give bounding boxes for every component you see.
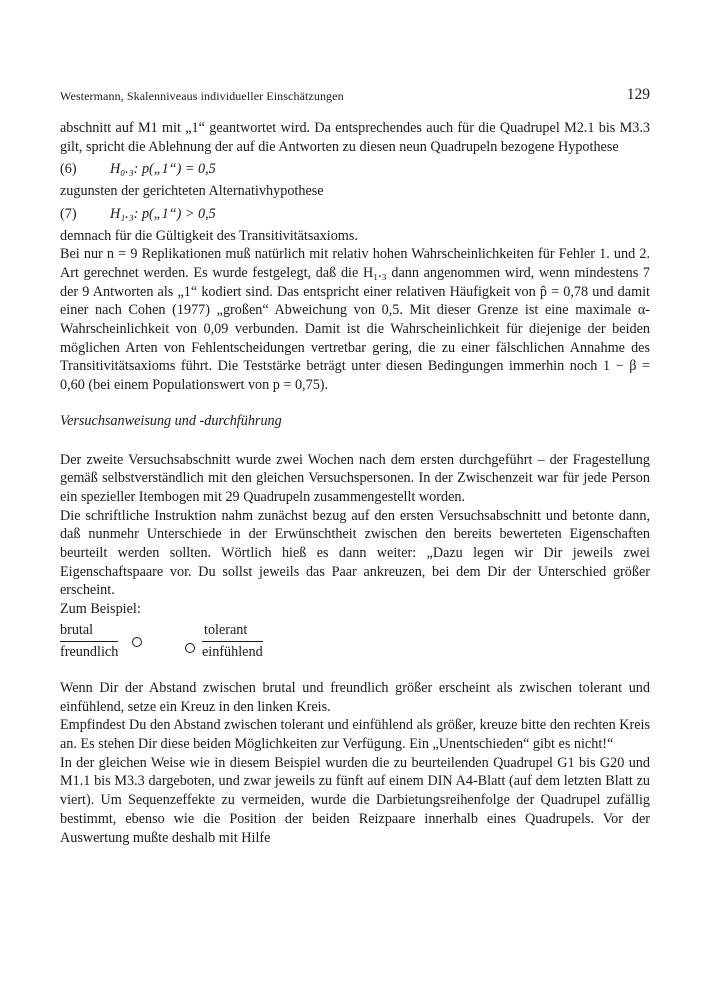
paragraph: In der gleichen Weise wie in diesem Beispiel wurden die zu beurteilenden Quadrupel G1 bis G20 und M1.1 bis M3.3 dargeboten, und zwar jeweils zu fünft auf einem DIN A4-Blatt (auf dem letzten Blatt zu viert). Um Sequenzeffekte zu vermeiden, wurde die Darbietungsreihenfolge der Quadrupel zufällig bestimmt, ebenso wie die Position der beiden Reizpaare innerhalb eines Quadrupels. Vor der Auswertung mußte deshalb mit Hilfe xyxy=(60,754,650,846)
equation-rhs: p(„1“) > 0,5 xyxy=(141,205,216,222)
paragraph: demnach für die Gültigkeit des Transitivitätsaxioms. xyxy=(60,227,358,244)
equation-number: (6) xyxy=(60,161,77,178)
equation-lhs: H₁.₃: xyxy=(110,205,139,222)
left-circle-icon xyxy=(132,637,142,647)
paragraph: zugunsten der gerichteten Alternativhypothese xyxy=(60,183,324,200)
paragraph: Wenn Dir der Abstand zwischen brutal und freundlich größer erscheint als zwischen tolerant und einfühlend, setze ein Kreuz in den linken Kreis. xyxy=(60,679,650,715)
example-left-bottom: freundlich xyxy=(60,643,119,660)
example-quadruple xyxy=(60,621,650,673)
running-title: Westermann, Skalenniveaus individueller Einschätzungen xyxy=(60,89,344,103)
page-number: 129 xyxy=(626,86,650,103)
paragraph: Bei nur n = 9 Replikationen muß natürlich mit relativ hohen Wahrscheinlichkeiten für Fehler 1. und 2. Art gerechnet werden. Es wurde festgelegt, daß die H₁.₃ dann angenommen wird, wenn mindestens 7 der 9 Antworten als „1“ kodiert sind. Das entspricht einer relativen Häufigkeit von p̂ = 0,78 und damit einer nach Cohen (1977) „großen“ Abweichung von 0,5. Mit dieser Grenze ist eine maximale α-Wahrscheinlichkeit von 0,09 verbunden. Damit ist die Wahrscheinlichkeit für diejenige der beiden möglichen Arten von Fehlentscheidungen vertretbar gering, die zu einer fälschlichen Annahme des Transitivitätsaxioms führt. Die Teststärke beträgt unter diesen Bedingungen immerhin noch 1 − β = 0,60 (bei einem Populationswert von p = 0,75). xyxy=(60,246,650,394)
example-left-top: brutal xyxy=(60,621,94,638)
right-circle-icon xyxy=(185,643,195,653)
equation-number: (7) xyxy=(60,205,77,222)
paragraph: Zum Beispiel: xyxy=(60,601,141,618)
example-left-pair xyxy=(60,621,118,661)
equation-rhs: p(„1“) = 0,5 xyxy=(141,161,216,178)
section-heading: Versuchsanweisung und -durchführung xyxy=(60,412,282,429)
paragraph: Empfindest Du den Abstand zwischen tolerant und einfühlend als größer, kreuze bitte den rechten Kreis an. Es stehen Dir diese beiden Möglichkeiten zur Verfügung. Ein „Unentschieden“ gibt es nicht!“ xyxy=(60,717,650,752)
page-body xyxy=(60,119,650,847)
paragraph: Die schriftliche Instruktion nahm zunächst bezug auf den ersten Versuchsabschnitt und betonte dann, daß nunmehr Unterschiede in der Erwünschtheit zwischen den bereits bewerteten Eigenschaften beurteilt werden sollten. Wörtlich hieß es dann weiter: „Dazu legen wir Dir jeweils zwei Eigenschaftspaare vor. Du sollst jeweils das Paar ankreuzen, bei dem Dir der Unterschied größer erscheint. xyxy=(60,507,650,599)
example-right-top: tolerant xyxy=(204,621,248,638)
equation-lhs: H₀.₃: xyxy=(110,161,139,178)
example-right-bottom: einfühlend xyxy=(202,643,263,660)
paragraph: abschnitt auf M1 mit „1“ geantwortet wird. Da entsprechendes auch für die Quadrupel M2.1 bis M3.3 gilt, spricht die Ablehnung der auf die Antworten zu diesen neun Quadrupeln bezogene Hypothese xyxy=(60,120,650,155)
running-header xyxy=(60,86,650,104)
equation-7 xyxy=(60,205,650,224)
paragraph: Der zweite Versuchsabschnitt wurde zwei Wochen nach dem ersten durchgeführt – der Fragestellung gemäß selbstverständlich mit den gleichen Versuchspersonen. In der Zwischenzeit war für jede Person ein spezieller Itembogen mit 29 Quadrupeln zusammengestellt worden. xyxy=(60,451,650,505)
example-right-pair xyxy=(202,621,263,661)
equation-6 xyxy=(60,160,650,179)
